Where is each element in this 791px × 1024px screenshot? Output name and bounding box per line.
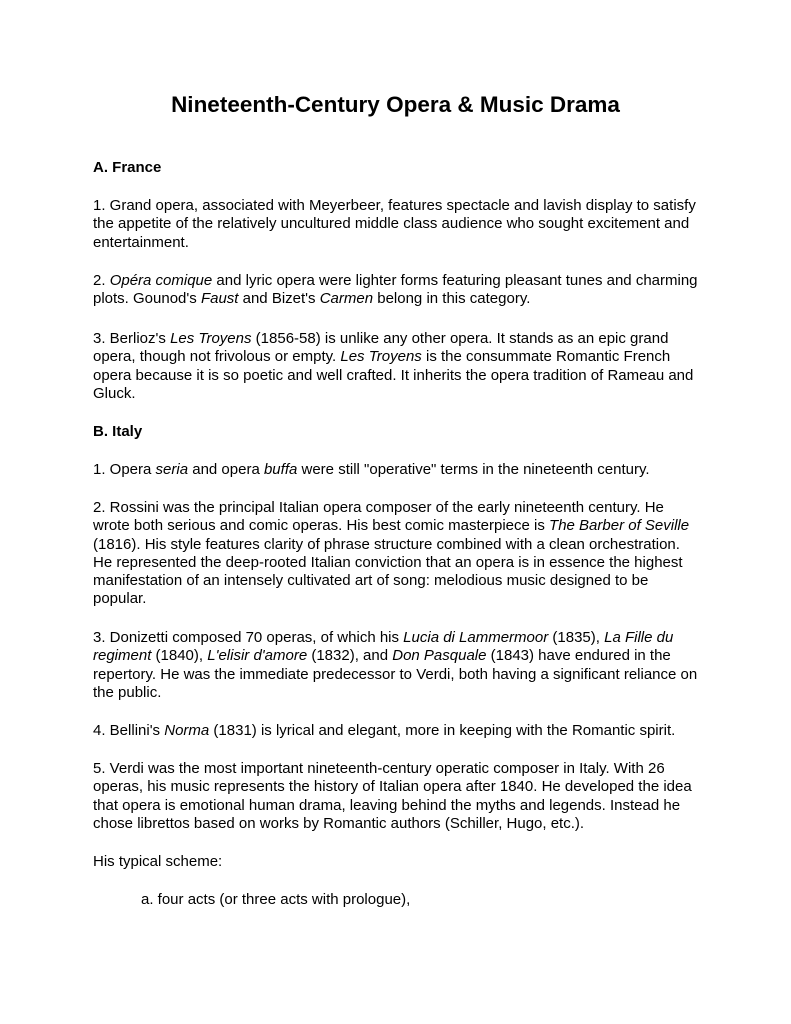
- paragraph-text: and lyric opera were lighter forms featuring pleasant tunes and charming plots. Gounod's: [93, 272, 698, 308]
- paragraph-text: (1840),: [151, 647, 208, 665]
- italic-title-text: Les Troyens: [340, 348, 422, 366]
- paragraph-text: were still "operative" terms in the nineteenth century.: [297, 461, 650, 478]
- paragraph-text: 1. Grand opera, associated with Meyerbeer, features spectacle and lavish display to satisfy the appetite of the relatively uncultured middle class audience who sought excitement and entertainment.: [93, 197, 696, 251]
- italic-title-text: The Barber of Seville: [549, 517, 690, 535]
- paragraph-text: and opera: [188, 461, 264, 478]
- italic-title-text: Lucia di Lammermoor: [403, 629, 549, 646]
- paragraph-text: (1831) is lyrical and elegant, more in keeping with the Romantic spirit.: [209, 722, 676, 739]
- paragraph-text: is the consummate Romantic French opera because it is so poetic and well crafted. It inherits the opera tradition of Rameau and Gluck.: [93, 348, 694, 402]
- section-heading-italy: B. Italy: [93, 423, 143, 440]
- scheme-item: a. four acts (or three acts with prologue),: [141, 891, 411, 908]
- page-title: Nineteenth-Century Opera & Music Drama: [171, 92, 620, 117]
- paragraph: [93, 722, 703, 740]
- paragraph-text: 5. Verdi was the most important nineteenth-century operatic composer in Italy. With 26 operas, his music represents the history of Italian opera after 1840. He developed the idea that opera is emotional human drama, leaving behind the myths and legends. Instead he chose librettos based on works by Romantic authors (Schiller, Hugo, etc.).: [93, 760, 692, 832]
- italic-title-text: La Fille du regiment: [93, 629, 674, 665]
- paragraph: [93, 272, 703, 309]
- italic-title-text: Norma: [164, 722, 210, 739]
- italic-title-text: Don Pasquale: [392, 647, 487, 665]
- italic-title-text: Carmen: [319, 290, 374, 308]
- paragraph: [93, 760, 703, 833]
- italic-title-text: buffa: [263, 461, 298, 478]
- paragraph-text: and Bizet's: [238, 290, 320, 308]
- paragraph-text: (1835),: [548, 629, 605, 646]
- section-heading-france: A. France: [93, 159, 162, 176]
- paragraph-text: (1856-58) is unlike any other opera. It stands as an epic grand opera, though not frivolous or empty.: [93, 330, 669, 366]
- paragraph-text: (1832), and: [307, 647, 393, 665]
- paragraph-text: 2.: [93, 272, 110, 289]
- italic-title-text: Les Troyens: [170, 330, 252, 347]
- paragraph-text: belong in this category.: [373, 290, 531, 308]
- paragraph: [93, 197, 703, 252]
- paragraph-text: 2. Rossini was the principal Italian opera composer of the early nineteenth century. He wrote both serious and comic operas. His best comic masterpiece is: [93, 499, 664, 535]
- paragraph-text: 3. Berlioz's: [93, 330, 171, 347]
- paragraph: [93, 461, 703, 479]
- paragraph-text: (1843) have endured in the repertory. He was the immediate predecessor to Verdi, both having a significant reliance on the public.: [93, 647, 698, 701]
- italic-title-text: Opéra comique: [109, 272, 213, 289]
- paragraph: [93, 629, 703, 702]
- paragraph: [93, 499, 703, 609]
- italic-title-text: Faust: [200, 290, 239, 308]
- paragraph-text: (1816). His style features clarity of phrase structure combined with a clean orchestration. He represented the deep-rooted Italian conviction that an opera is in essence the highest manifestation of an intensely cultivated art of song: melodious music designed to be popular.: [93, 535, 683, 608]
- italic-title-text: L'elisir d'amore: [207, 647, 308, 665]
- paragraph-text: 3. Donizetti composed 70 operas, of which his: [93, 629, 404, 646]
- italic-title-text: seria: [155, 461, 189, 478]
- paragraph-text: 4. Bellini's: [93, 722, 165, 739]
- scheme-intro: His typical scheme:: [93, 853, 223, 870]
- paragraph-text: 1. Opera: [93, 461, 156, 478]
- paragraph: [93, 330, 703, 403]
